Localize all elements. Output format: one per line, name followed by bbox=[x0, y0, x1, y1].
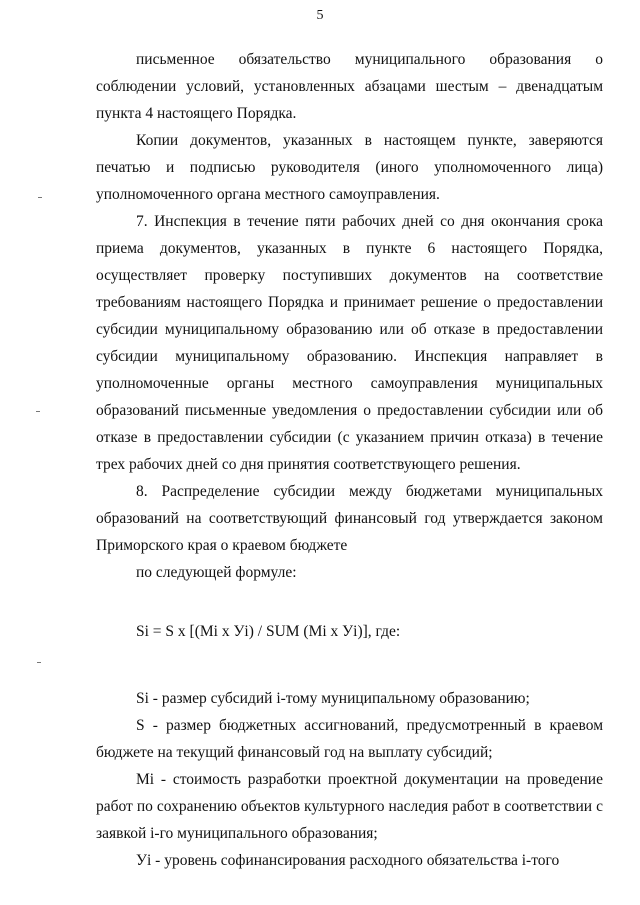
paragraph-document-copies: Копии документов, указанных в настоящем пункте, заверяются печатью и подписью руководителя (иного уполномоченного лица) уполномоченного органа местного самоуправления. bbox=[96, 132, 603, 203]
margin-mark bbox=[37, 662, 41, 663]
definition-mi: Mi - стоимость разработки проектной документации на проведение работ по сохранению объектов культурного наследия работ в соответствии с заявкой i-го муниципального образования; bbox=[96, 771, 603, 842]
definition-si: Si - размер субсидий i-тому муниципальному образованию; bbox=[136, 690, 530, 707]
document-body bbox=[96, 46, 603, 874]
margin-mark bbox=[38, 197, 42, 198]
margin-mark bbox=[36, 411, 40, 412]
formula-intro: по следующей формуле: bbox=[136, 564, 297, 581]
paragraph-item-7: 7. Инспекция в течение пяти рабочих дней со дня окончания срока приема документов, указанных в пункте 6 настоящего Порядка, осуществляет проверку поступивших документов на соответствие требованиям настоящего Порядка и принимает решение о предоставлении субсидии муниципальному образованию или об отказе в предоставлении субсидии муниципальному образованию. Инспекция направляет в уполномоченные органы местного самоуправления муниципальных образований письменные уведомления о предоставлении субсидии или об отказе в предоставлении субсидии (с указанием причин отказа) в течение трех рабочих дней со дня принятия соответствующего решения. bbox=[96, 213, 603, 473]
distribution-formula: Si = S x [(Mi x Уi) / SUM (Mi x Уi)], где: bbox=[136, 623, 401, 640]
paragraph-written-obligation: письменное обязательство муниципального образования о соблюдении условий, установленных абзацами шестым – двенадцатым пункта 4 настоящего Порядка. bbox=[96, 51, 603, 122]
page-number: 5 bbox=[316, 8, 324, 23]
definition-s: S - размер бюджетных ассигнований, предусмотренный в краевом бюджете на текущий финансовый год на выплату субсидий; bbox=[96, 717, 603, 761]
definition-yi: Уi - уровень софинансирования расходного обязательства i-того bbox=[136, 852, 560, 869]
paragraph-item-8: 8. Распределение субсидии между бюджетами муниципальных образований на соответствующий финансовый год утверждается законом Приморского края о краевом бюджете bbox=[96, 483, 603, 554]
